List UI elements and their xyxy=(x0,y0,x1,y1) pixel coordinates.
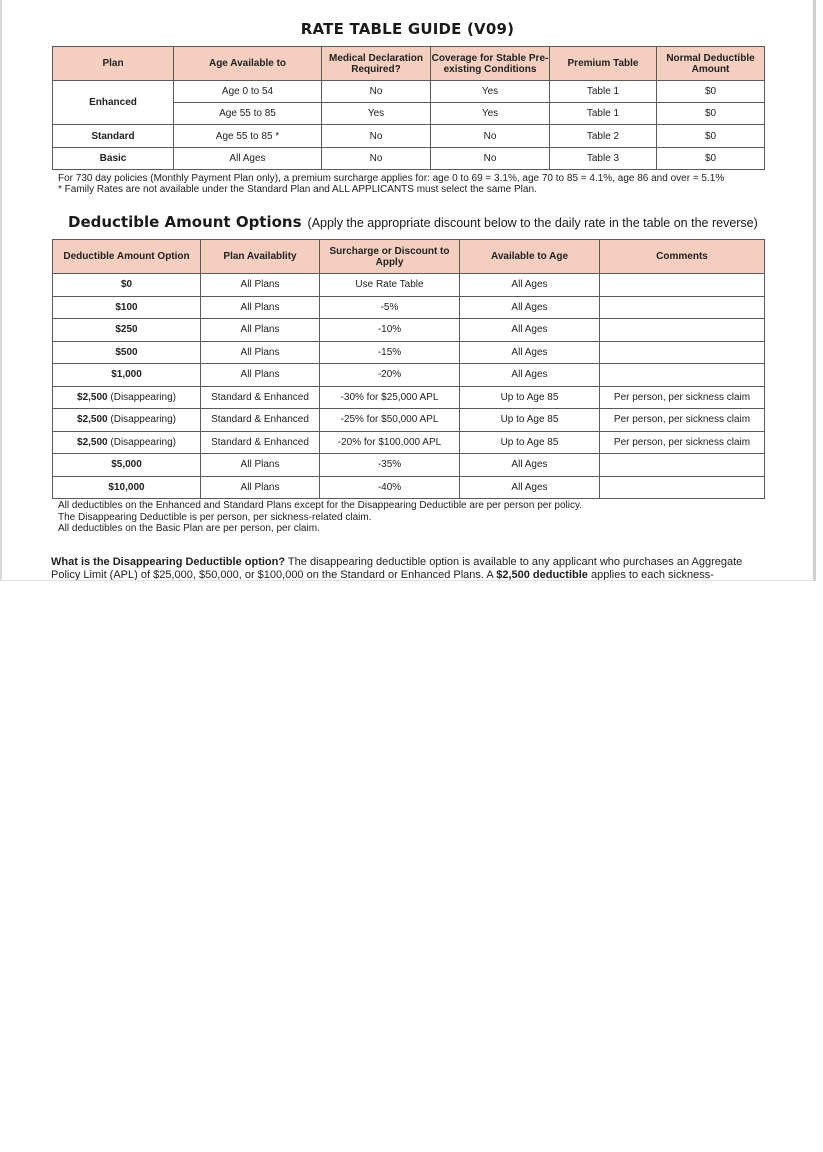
deductible-cell: $0 xyxy=(657,81,765,103)
available-age-cell: Up to Age 85 xyxy=(460,431,600,454)
deductible-amount-cell xyxy=(53,364,201,387)
adjustment-cell: -30% for $25,000 APL xyxy=(320,386,460,409)
deductible-amount-cell xyxy=(53,409,201,432)
deductible-amount-cell xyxy=(53,386,201,409)
deductible-amount: $250 xyxy=(115,324,138,336)
premium-table-cell: Table 3 xyxy=(550,148,657,170)
premium-table-cell: Table 1 xyxy=(550,103,657,125)
available-age-cell: All Ages xyxy=(460,319,600,342)
deductible-type: (Disappearing) xyxy=(107,414,176,426)
deductible-amount-cell xyxy=(53,319,201,342)
adjustment-cell: -15% xyxy=(320,341,460,364)
adjustment-cell: -20% for $100,000 APL xyxy=(320,431,460,454)
comments-cell xyxy=(600,274,765,297)
comments-cell xyxy=(600,454,765,477)
rate-table-notes xyxy=(58,173,798,195)
available-age-cell: All Ages xyxy=(460,454,600,477)
note-line: The Disappearing Deductible is per person, per sickness-related claim. xyxy=(58,511,372,523)
deductible-amount-cell xyxy=(53,296,201,319)
age-cell: Age 55 to 85 xyxy=(174,103,322,125)
table-row xyxy=(53,296,765,319)
deductible-amount-cell xyxy=(53,476,201,499)
deductible-table-body xyxy=(53,274,765,499)
paragraph-text: The disappearing deductible option is available to any applicant who purchases an Aggregate Policy Limit (APL) of $25,000, $50,000, or $100,000 on the Standard or Enhanced Plans. A xyxy=(51,556,743,580)
note-line: All deductibles on the Basic Plan are per person, per claim. xyxy=(58,523,320,535)
plan-availability-cell: All Plans xyxy=(201,364,320,387)
adjustment-cell: -35% xyxy=(320,454,460,477)
rate-table xyxy=(52,46,765,170)
rate-header-premium: Premium Table xyxy=(550,47,657,81)
deductible-amount-cell xyxy=(53,431,201,454)
comments-cell xyxy=(600,296,765,319)
adjustment-cell: -5% xyxy=(320,296,460,319)
deductible-cell: $0 xyxy=(657,103,765,125)
table-row xyxy=(53,341,765,364)
plan-availability-cell: All Plans xyxy=(201,476,320,499)
deductible-amount: $100 xyxy=(115,301,138,313)
deductible-amount: $1,000 xyxy=(111,369,142,381)
disappearing-deductible-paragraph xyxy=(51,556,771,580)
adjustment-cell: -20% xyxy=(320,364,460,387)
section-title: Deductible Amount Options xyxy=(68,213,302,231)
ded-header-age: Available to Age xyxy=(460,240,600,274)
plan-availability-cell: Standard & Enhanced xyxy=(201,409,320,432)
comments-cell xyxy=(600,476,765,499)
age-cell: Age 0 to 54 xyxy=(174,81,322,103)
rate-header-medical: Medical Declaration Required? xyxy=(322,47,431,81)
family-rates-note: * Family Rates are not available under the Standard Plan and ALL APPLICANTS must select the same Plan. xyxy=(58,184,537,195)
deductible-amount: $5,000 xyxy=(111,459,142,471)
adjustment-cell: -10% xyxy=(320,319,460,342)
plan-availability-cell: All Plans xyxy=(201,319,320,342)
table-row xyxy=(53,364,765,387)
table-row xyxy=(53,148,765,170)
page-title: RATE TABLE GUIDE (V09) xyxy=(300,20,515,38)
available-age-cell: All Ages xyxy=(460,364,600,387)
table-row xyxy=(53,81,765,103)
adjustment-cell: -40% xyxy=(320,476,460,499)
plan-availability-cell: Standard & Enhanced xyxy=(201,386,320,409)
deductible-table-header-row xyxy=(53,240,765,274)
plan-availability-cell: All Plans xyxy=(201,296,320,319)
deductible-cell: $0 xyxy=(657,148,765,170)
medical-cell: No xyxy=(322,125,431,148)
plan-cell: Enhanced xyxy=(53,81,174,125)
coverage-cell: No xyxy=(431,125,550,148)
table-row xyxy=(53,431,765,454)
ded-header-comments: Comments xyxy=(600,240,765,274)
rate-header-deductible: Normal Deductible Amount xyxy=(657,47,765,81)
deductible-notes xyxy=(58,500,798,535)
comments-cell: Per person, per sickness claim xyxy=(600,409,765,432)
ded-header-adjustment: Surcharge or Discount to Apply xyxy=(320,240,460,274)
comments-cell: Per person, per sickness claim xyxy=(600,431,765,454)
table-row xyxy=(53,274,765,297)
available-age-cell: All Ages xyxy=(460,296,600,319)
deductible-type: (Disappearing) xyxy=(107,391,176,403)
deductible-amount: $2,500 xyxy=(77,414,108,426)
comments-cell xyxy=(600,364,765,387)
medical-cell: No xyxy=(322,81,431,103)
table-row xyxy=(53,319,765,342)
plan-availability-cell: All Plans xyxy=(201,454,320,477)
table-row xyxy=(53,125,765,148)
available-age-cell: Up to Age 85 xyxy=(460,409,600,432)
plan-availability-cell: All Plans xyxy=(201,274,320,297)
coverage-cell: Yes xyxy=(431,81,550,103)
available-age-cell: Up to Age 85 xyxy=(460,386,600,409)
medical-cell: Yes xyxy=(322,103,431,125)
table-row xyxy=(53,409,765,432)
deductible-amount: $2,500 xyxy=(77,391,108,403)
coverage-cell: No xyxy=(431,148,550,170)
rate-header-plan: Plan xyxy=(53,47,174,81)
deductible-table xyxy=(52,239,765,499)
adjustment-cell: Use Rate Table xyxy=(320,274,460,297)
comments-cell xyxy=(600,341,765,364)
coverage-cell: Yes xyxy=(431,103,550,125)
available-age-cell: All Ages xyxy=(460,341,600,364)
age-cell: Age 55 to 85 * xyxy=(174,125,322,148)
deductible-section-heading xyxy=(68,212,808,231)
plan-availability-cell: Standard & Enhanced xyxy=(201,431,320,454)
deductible-type: (Disappearing) xyxy=(107,436,176,448)
deductible-cell: $0 xyxy=(657,125,765,148)
plan-cell: Basic xyxy=(53,148,174,170)
rate-header-age: Age Available to xyxy=(174,47,322,81)
adjustment-cell: -25% for $50,000 APL xyxy=(320,409,460,432)
deductible-amount-cell xyxy=(53,454,201,477)
deductible-amount: $500 xyxy=(115,346,138,358)
comments-cell xyxy=(600,319,765,342)
plan-availability-cell: All Plans xyxy=(201,341,320,364)
available-age-cell: All Ages xyxy=(460,476,600,499)
ded-header-amount: Deductible Amount Option xyxy=(53,240,201,274)
paragraph-text-end: applies to each sickness- xyxy=(587,569,714,580)
deductible-amount: $0 xyxy=(120,279,133,291)
table-row xyxy=(53,454,765,477)
section-subtitle: (Apply the appropriate discount below to the daily rate in the table on the reverse) xyxy=(307,216,758,230)
deductible-amount: $10,000 xyxy=(108,481,145,493)
available-age-cell: All Ages xyxy=(460,274,600,297)
plan-cell: Standard xyxy=(53,125,174,148)
rate-header-coverage: Coverage for Stable Pre-existing Conditions xyxy=(431,47,550,81)
deductible-amount-cell xyxy=(53,341,201,364)
table-row xyxy=(53,386,765,409)
premium-table-cell: Table 1 xyxy=(550,81,657,103)
rate-table-header-row xyxy=(53,47,765,81)
surcharge-note: For 730 day policies (Monthly Payment Plan only), a premium surcharge applies for: age 0 to 69 = 3.1%, age 70 to 85 = 4.1%, age 86 and over = 5.1% xyxy=(58,173,725,184)
deductible-amount-cell xyxy=(53,274,201,297)
paragraph-lead: What is the Disappearing Deductible option? xyxy=(51,556,286,568)
ded-header-plans: Plan Availablity xyxy=(201,240,320,274)
age-cell: All Ages xyxy=(174,148,322,170)
medical-cell: No xyxy=(322,148,431,170)
note-line: All deductibles on the Enhanced and Standard Plans except for the Disappearing Deductible are per person per policy. xyxy=(58,500,583,511)
table-row xyxy=(53,476,765,499)
deductible-amount: $2,500 xyxy=(77,436,108,448)
comments-cell: Per person, per sickness claim xyxy=(600,386,765,409)
paragraph-bold: $2,500 deductible xyxy=(496,569,588,580)
premium-table-cell: Table 2 xyxy=(550,125,657,148)
